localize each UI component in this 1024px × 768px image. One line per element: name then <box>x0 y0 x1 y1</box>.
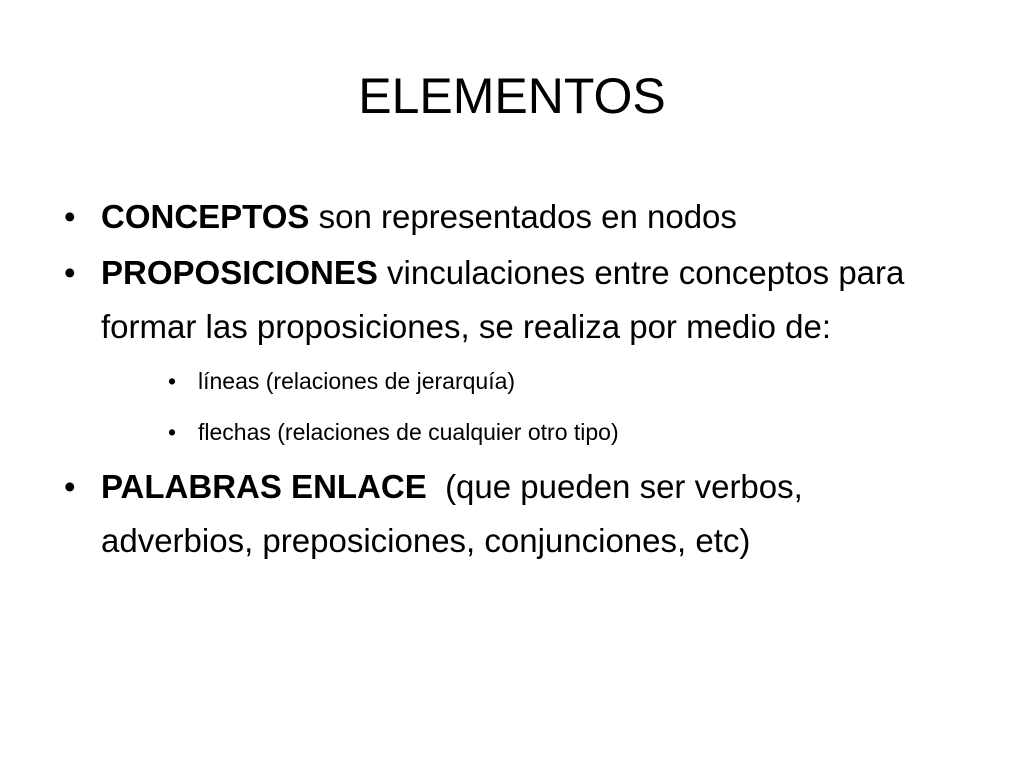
sub-bullet-dot-icon: • <box>168 368 177 394</box>
bullet-item-proposiciones <box>64 246 964 354</box>
bullet-dot-icon: • <box>64 198 76 235</box>
sub-bullet-list <box>64 356 964 458</box>
sub-bullet-dot-icon: • <box>168 419 177 445</box>
sub-bullet-text: líneas (relaciones de jerarquía) <box>198 368 516 394</box>
bullet-item-palabras-enlace <box>64 460 964 568</box>
bullet-dot-icon: • <box>64 468 76 505</box>
sub-bullet-text: flechas (relaciones de cualquier otro tipo) <box>198 419 619 445</box>
bullet-term: PALABRAS ENLACE <box>101 468 427 505</box>
bullet-text: son representados en nodos <box>309 198 737 235</box>
slide-title: ELEMENTOS <box>358 68 666 124</box>
bullet-text: vinculaciones entre conceptos para formar las proposiciones, se realiza por medio de: <box>101 254 905 345</box>
bullet-text: (que pueden ser verbos, adverbios, preposiciones, conjunciones, etc) <box>101 468 812 559</box>
sub-bullet-item-lineas <box>64 356 964 407</box>
bullet-term: PROPOSICIONES <box>101 254 378 291</box>
sub-bullet-item-flechas <box>64 407 964 458</box>
bullet-dot-icon: • <box>64 254 76 291</box>
bullet-term: CONCEPTOS <box>101 198 310 235</box>
bullet-list <box>64 190 964 570</box>
bullet-item-conceptos <box>64 190 964 244</box>
